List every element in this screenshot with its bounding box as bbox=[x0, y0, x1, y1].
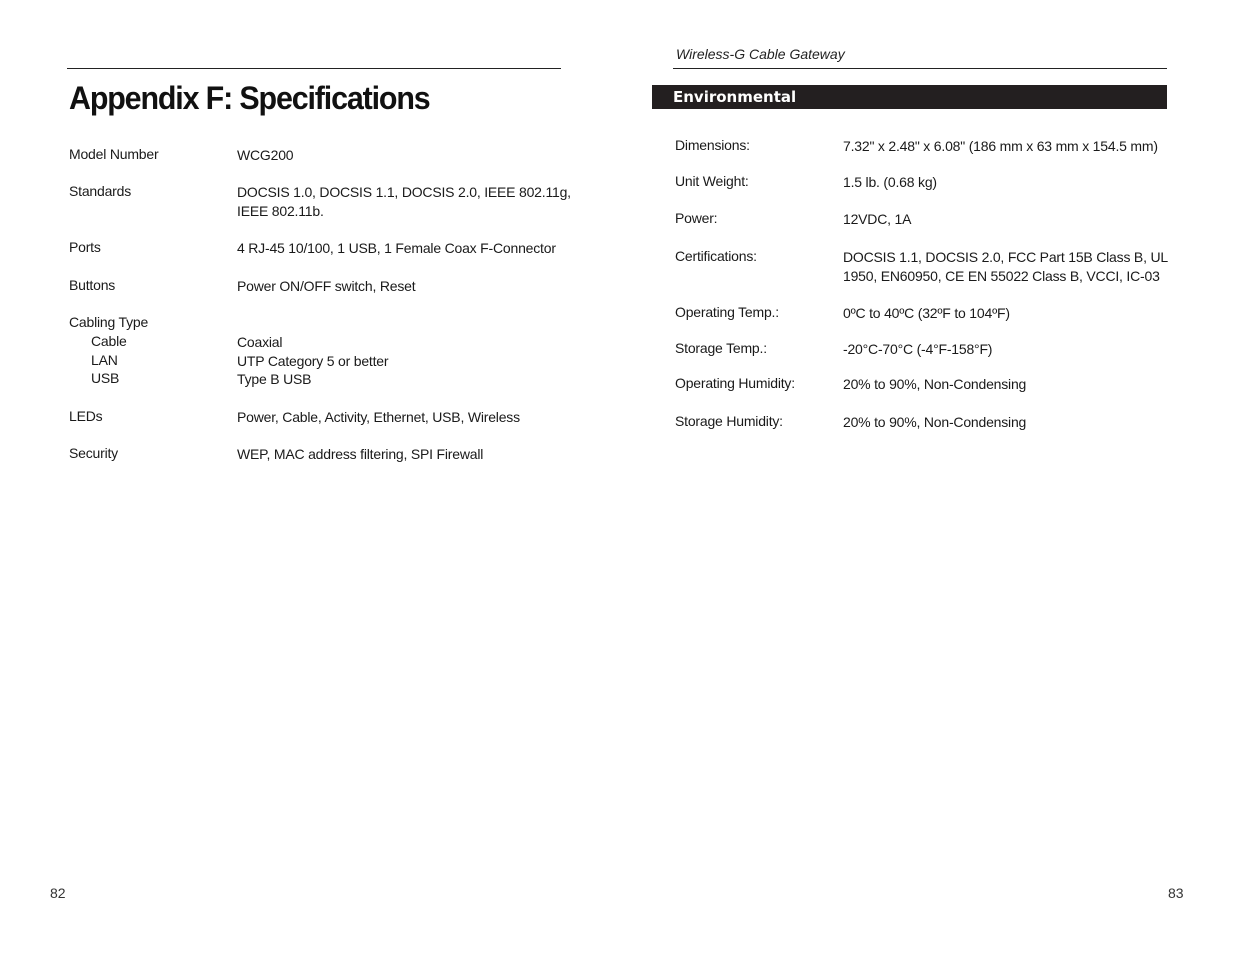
top-rule-right bbox=[673, 68, 1167, 69]
spec-label-power: Power: bbox=[675, 210, 718, 226]
spec-label-ports: Ports bbox=[69, 239, 101, 255]
spec-value-operating-temp: 0ºC to 40ºC (32ºF to 104ºF) bbox=[843, 305, 1010, 321]
spec-value-power: 12VDC, 1A bbox=[843, 211, 912, 227]
page-number-right: 83 bbox=[1168, 885, 1184, 901]
section-title: Environmental bbox=[673, 88, 797, 106]
spec-value-unit-weight: 1.5 lb. (0.68 kg) bbox=[843, 174, 937, 190]
page-title: Appendix F: Specifications bbox=[69, 80, 430, 116]
spec-label-cable: Cable bbox=[91, 333, 127, 349]
spec-label-security: Security bbox=[69, 445, 118, 461]
spec-label-standards: Standards bbox=[69, 183, 132, 199]
spec-value-standards: DOCSIS 1.0, DOCSIS 1.1, DOCSIS 2.0, IEEE 802.11g, bbox=[237, 184, 571, 200]
spec-value-certifications: DOCSIS 1.1, DOCSIS 2.0, FCC Part 15B Class B, UL bbox=[843, 249, 1168, 265]
spec-label-operating-temp: Operating Temp.: bbox=[675, 304, 779, 320]
top-rule bbox=[67, 68, 561, 69]
spec-label-leds: LEDs bbox=[69, 408, 103, 424]
spec-label-storage-temp: Storage Temp.: bbox=[675, 340, 767, 356]
spec-label-operating-humidity: Operating Humidity: bbox=[675, 375, 795, 391]
spec-label-dimensions: Dimensions: bbox=[675, 137, 750, 153]
spec-value-dimensions: 7.32" x 2.48" x 6.08" (186 mm x 63 mm x 154.5 mm) bbox=[843, 138, 1158, 154]
spec-value-ports: 4 RJ-45 10/100, 1 USB, 1 Female Coax F-Connector bbox=[237, 240, 556, 256]
spec-label-model-number: Model Number bbox=[69, 146, 159, 162]
spec-value-storage-temp: -20°C-70°C (-4°F-158°F) bbox=[843, 341, 993, 357]
spec-value-lan: UTP Category 5 or better bbox=[237, 353, 389, 369]
spec-value-buttons: Power ON/OFF switch, Reset bbox=[237, 278, 416, 294]
spec-value-operating-humidity: 20% to 90%, Non-Condensing bbox=[843, 376, 1027, 392]
spec-value-standards-line2: IEEE 802.11b. bbox=[237, 203, 324, 219]
spec-value-model-number: WCG200 bbox=[237, 147, 294, 163]
spec-value-storage-humidity: 20% to 90%, Non-Condensing bbox=[843, 414, 1027, 430]
spec-label-cabling-type: Cabling Type bbox=[69, 314, 149, 330]
spec-label-lan: LAN bbox=[91, 352, 118, 368]
spec-label-usb: USB bbox=[91, 370, 120, 386]
section-header-bar bbox=[652, 85, 1167, 109]
spec-value-leds: Power, Cable, Activity, Ethernet, USB, Wireless bbox=[237, 409, 520, 425]
spec-label-unit-weight: Unit Weight: bbox=[675, 173, 749, 189]
spec-label-certifications: Certifications: bbox=[675, 248, 757, 264]
spec-value-security: WEP, MAC address filtering, SPI Firewall bbox=[237, 446, 484, 462]
spec-label-buttons: Buttons bbox=[69, 277, 116, 293]
spec-label-storage-humidity: Storage Humidity: bbox=[675, 413, 783, 429]
spec-value-usb: Type B USB bbox=[237, 371, 312, 387]
spec-value-certifications-line2: 1950, EN60950, CE EN 55022 Class B, VCCI, IC-03 bbox=[843, 268, 1160, 284]
spec-value-cable: Coaxial bbox=[237, 334, 283, 350]
page-number-left: 82 bbox=[50, 885, 66, 901]
running-head: Wireless-G Cable Gateway bbox=[676, 46, 845, 62]
